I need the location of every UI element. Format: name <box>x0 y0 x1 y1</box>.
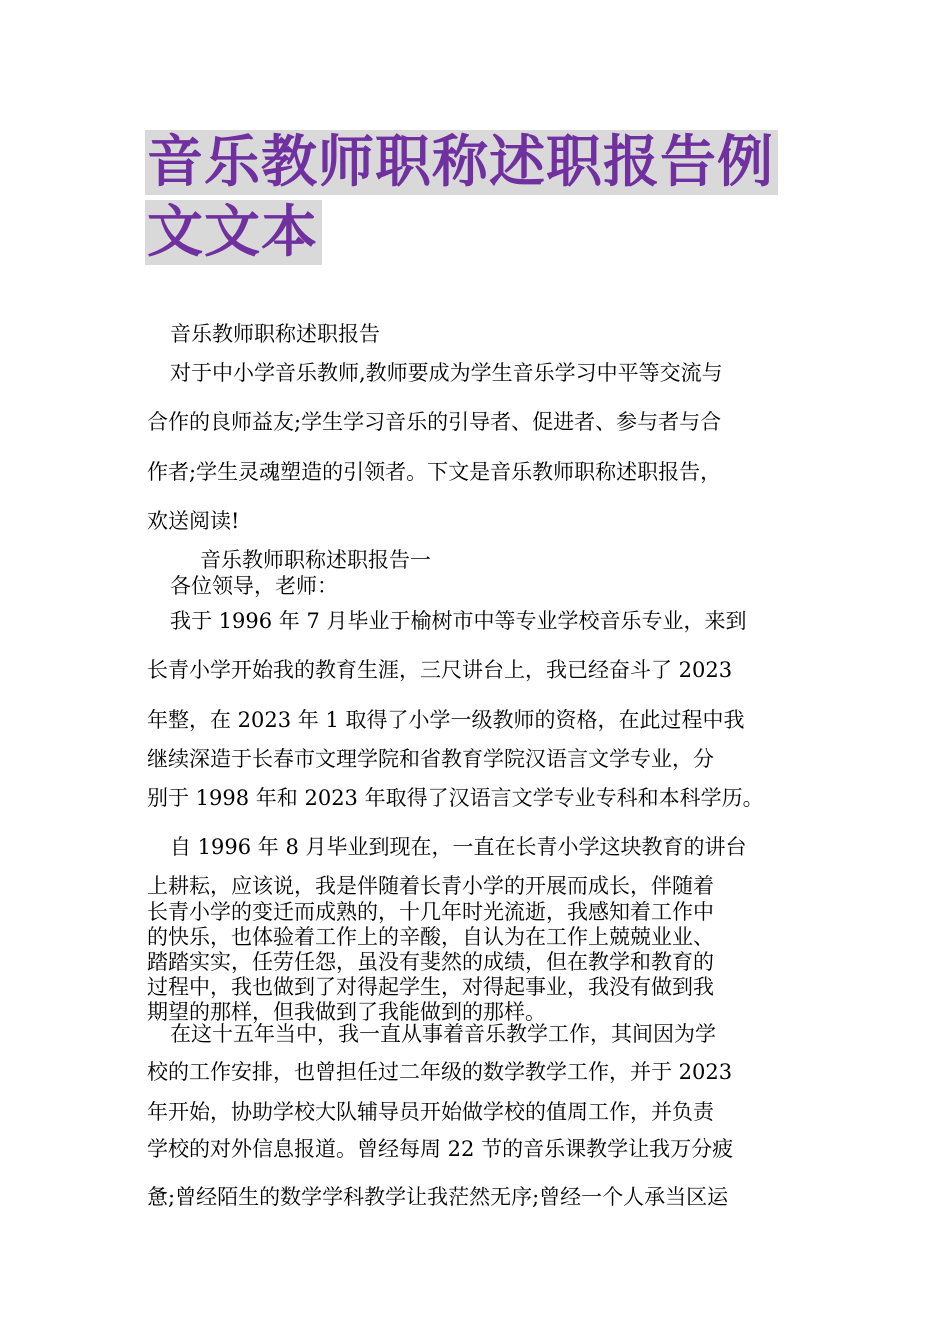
paragraph-line: 惫;曾经陌生的数学学科教学让我茫然无序;曾经一个人承当区运 <box>147 1185 729 1209</box>
paragraph-line: 我于 1996 年 7 月毕业于榆树市中等专业学校音乐专业，来到 <box>170 609 747 633</box>
paragraph-line: 的快乐，也体验着工作上的辛酸，自认为在工作上兢兢业业、 <box>147 925 714 949</box>
title-line-2: 文文本 <box>145 200 322 265</box>
salutation: 各位领导，老师： <box>170 574 338 598</box>
paragraph-line: 自 1996 年 8 月毕业到现在，一直在长青小学这块教育的讲台 <box>170 835 747 859</box>
paragraph-line: 校的工作安排，也曾担任过二年级的数学教学工作，并于 2023 <box>147 1060 733 1084</box>
paragraph-line: 长青小学开始我的教育生涯，三尺讲台上，我已经奋斗了 2023 <box>147 658 733 682</box>
paragraph-line: 欢送阅读! <box>147 509 240 533</box>
paragraph-line: 期望的那样，但我做到了我能做到的那样。 <box>147 1000 546 1024</box>
report-subheading: 音乐教师职称述职报告一 <box>200 548 431 572</box>
paragraph-line: 对于中小学音乐教师,教师要成为学生音乐学习中平等交流与 <box>170 361 723 385</box>
paragraph-line: 继续深造于长春市文理学院和省教育学院汉语言文学专业，分 <box>147 747 714 771</box>
paragraph-line: 上耕耘，应该说，我是伴随着长青小学的开展而成长，伴随着 <box>147 874 714 898</box>
paragraph-line: 在这十五年当中，我一直从事着音乐教学工作，其间因为学 <box>170 1022 716 1046</box>
section-heading: 音乐教师职称述职报告 <box>170 322 380 346</box>
paragraph-line: 学校的对外信息报道。曾经每周 22 节的音乐课教学让我万分疲 <box>147 1137 734 1161</box>
paragraph-line: 合作的良师益友;学生学习音乐的引导者、促进者、参与者与合 <box>147 410 722 434</box>
paragraph-line: 年开始，协助学校大队辅导员开始做学校的值周工作，并负责 <box>147 1100 714 1124</box>
title-line-1: 音乐教师职称述职报告例 <box>145 130 778 195</box>
paragraph-line: 作者;学生灵魂塑造的引领者。下文是音乐教师职称述职报告， <box>147 460 722 484</box>
paragraph-line: 过程中，我也做到了对得起学生，对得起事业，我没有做到我 <box>147 975 714 999</box>
paragraph-line: 长青小学的变迁而成熟的，十几年时光流逝，我感知着工作中 <box>147 900 714 924</box>
document-title <box>145 128 815 268</box>
paragraph-line: 别于 1998 年和 2023 年取得了汉语言文学专业专科和本科学历。 <box>147 786 764 810</box>
paragraph-line: 年整，在 2023 年 1 取得了小学一级教师的资格，在此过程中我 <box>147 708 745 732</box>
paragraph-line: 踏踏实实，任劳任怨，虽没有斐然的成绩，但在教学和教育的 <box>147 950 714 974</box>
